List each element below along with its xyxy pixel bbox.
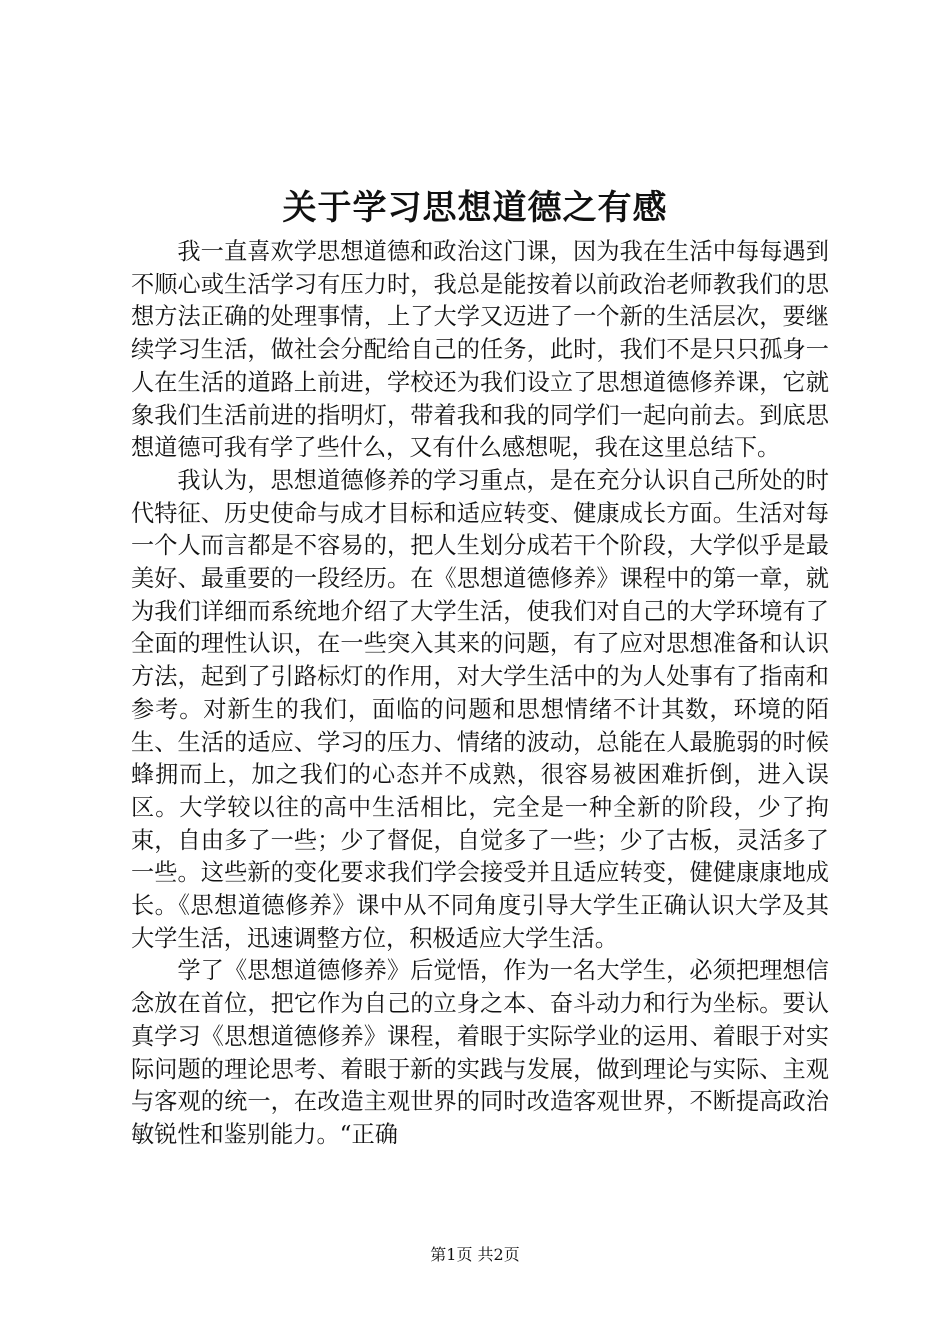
paragraph-3: 学了《思想道德修养》后觉悟，作为一名大学生，必须把理想信念放在首位，把它作为自己的立身之本、奋斗动力和行为坐标。要认真学习《思想道德修养》课程，着眼于实际学业的运用、着眼于对实际问题的理论思考、着眼于新的实践与发展，做到理论与实际、主观与客观的统一，在改造主观世界的同时改造客观世界，不断提高政治敏锐性和鉴别能力。“正确 xyxy=(131,957,829,1148)
paragraph-1: 我一直喜欢学思想道德和政治这门课，因为我在生活中每每遇到不顺心或生活学习有压力时，我总是能按着以前政治老师教我们的思想方法正确的处理事情，上了大学又迈进了一个新的生活层次，要继续学习生活，做社会分配给自己的任务，此时，我们不是只只孤身一人在生活的道路上前进，学校还为我们设立了思想道德修养课，它就象我们生活前进的指明灯，带着我和我的同学们一起向前去。到底思想道德可我有学了些什么，又有什么感想呢，我在这里总结下。 xyxy=(131,238,829,462)
page-number-footer: 第1页 共2页 xyxy=(430,1245,520,1264)
document-title: 关于学习思想道德之有感 xyxy=(282,188,668,228)
paragraph-2: 我认为，思想道德修养的学习重点，是在充分认识自己所处的时代特征、历史使命与成才目标和适应转变、健康成长方面。生活对每一个人而言都是不容易的，把人生划分成若干个阶段，大学似乎是最美好、最重要的一段经历。在《思想道德修养》课程中的第一章，就为我们详细而系统地介绍了大学生活，使我们对自己的大学环境有了全面的理性认识，在一些突入其来的问题，有了应对思想准备和认识方法，起到了引路标灯的作用，对大学生活中的为人处事有了指南和参考。对新生的我们，面临的问题和思想情绪不计其数，环境的陌生、生活的适应、学习的压力、情绪的波动，总能在人最脆弱的时候蜂拥而上，加之我们的心态并不成熟，很容易被困难折倒，进入误区。大学较以往的高中生活相比，完全是一种全新的阶段，少了拘束，自由多了一些；少了督促，自觉多了一些；少了古板，灵活多了一些。这些新的变化要求我们学会接受并且适应转变，健健康康地成长。《思想道德修养》课中从不同角度引导大学生正确认识大学及其大学生活，迅速调整方位，积极适应大学生活。 xyxy=(131,466,829,952)
document-body xyxy=(131,236,829,1152)
